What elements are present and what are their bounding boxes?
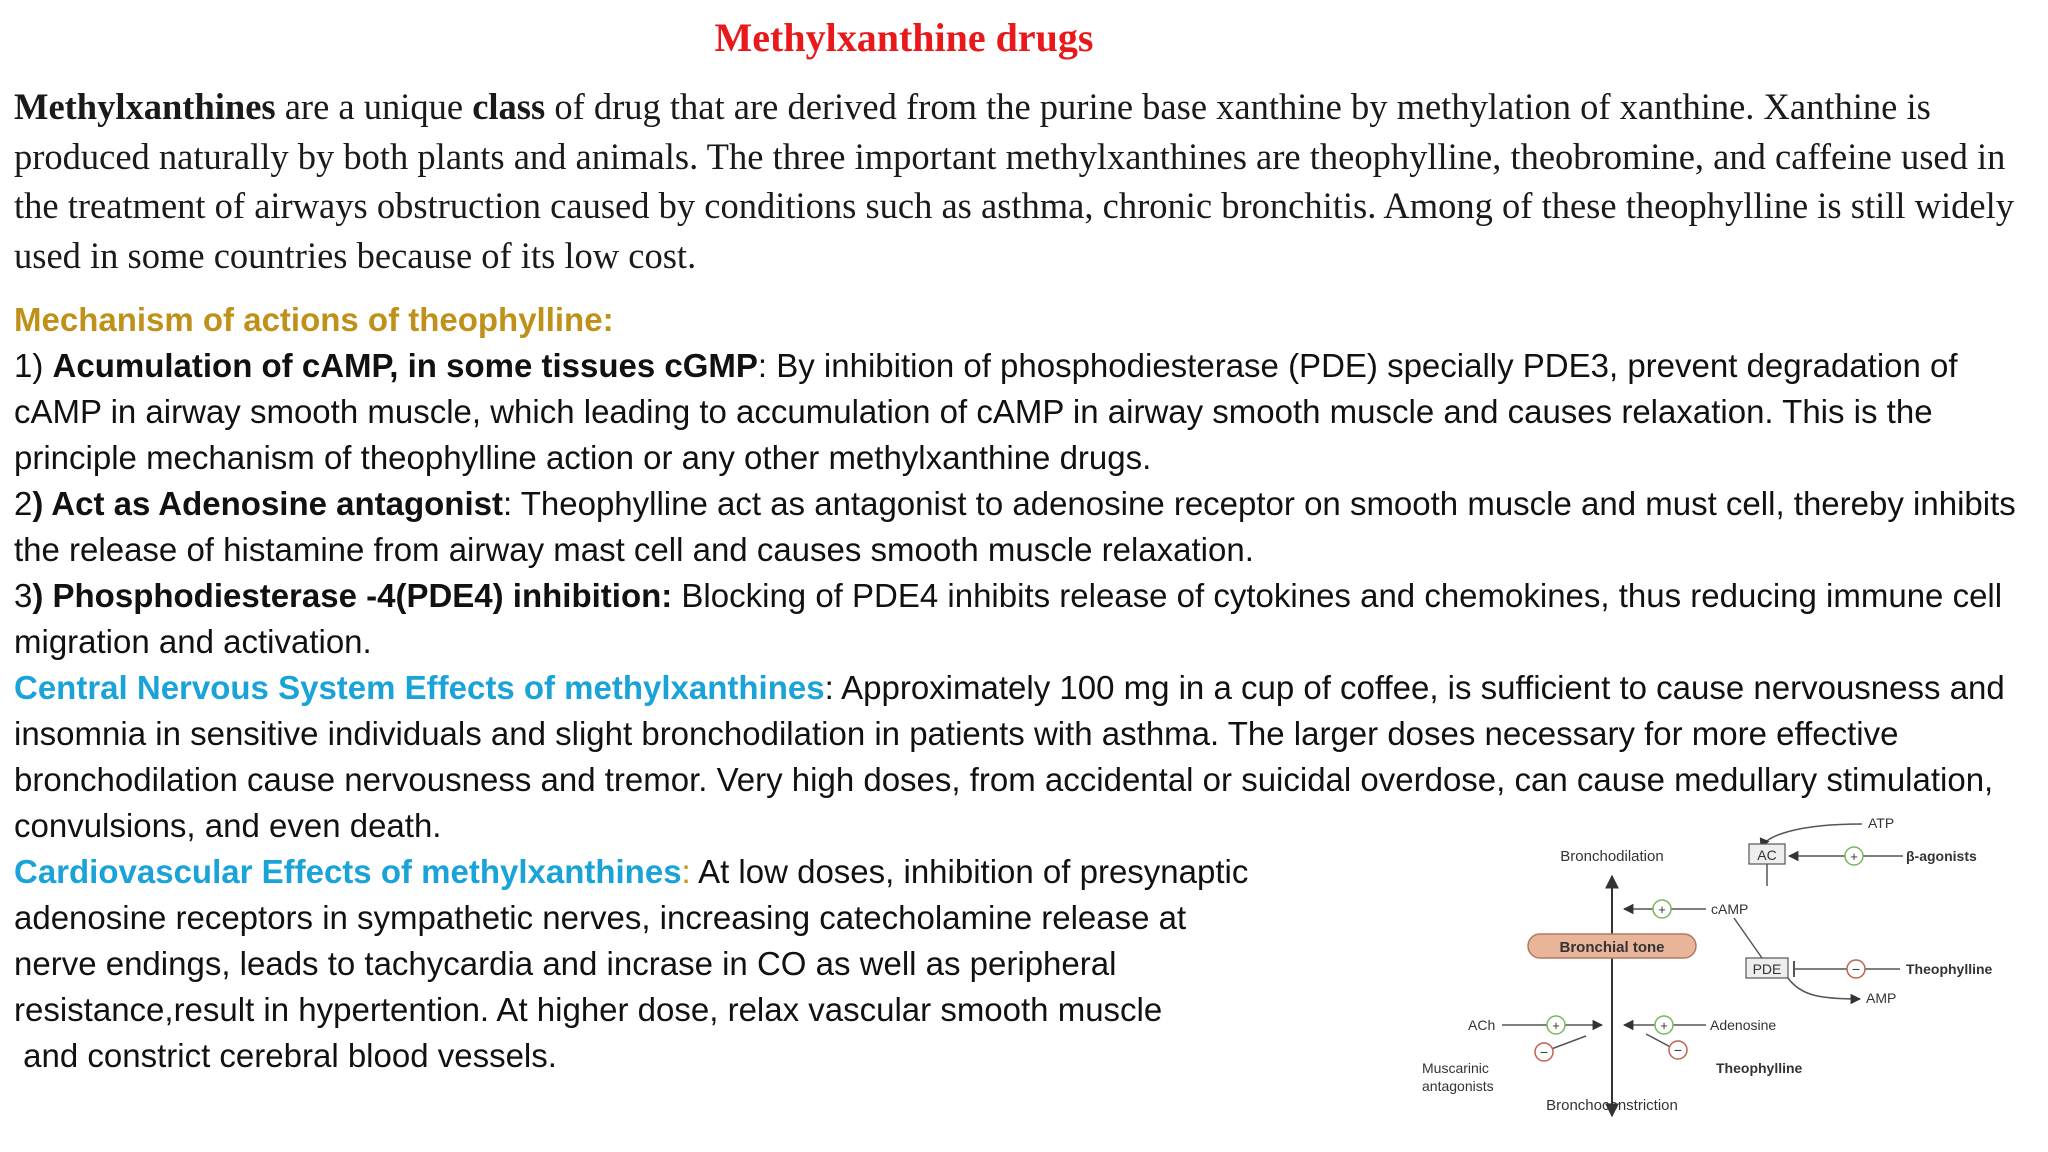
item-2-text: : Theophylline act as antagonist to adenosine receptor on smooth muscle and must cell, thereby inhibits the release of histamine from airway mast cell and causes smooth muscle relaxation. [14, 485, 2016, 568]
item-2-number: 2 [14, 485, 33, 522]
mechanism-heading: Mechanism of actions of theophylline: [14, 301, 614, 338]
muscarinic-minus-sign: − [1539, 1044, 1549, 1060]
cardio-line-5: and constrict cerebral blood vessels. [14, 1037, 557, 1074]
label-bronchial-tone: Bronchial tone [1559, 939, 1665, 956]
beta-plus-sign: + [1850, 849, 1858, 864]
ach-plus-sign: + [1552, 1018, 1560, 1033]
item-3-number: 3 [14, 577, 33, 614]
label-muscarinic-1: Muscarinic [1422, 1060, 1489, 1076]
label-bronchoconstriction: Bronchoconstriction [1546, 1097, 1678, 1114]
camp-plus-sign: + [1658, 902, 1666, 917]
cardio-line-4: resistance,result in hypertention. At higher dose, relax vascular smooth muscle [14, 991, 1163, 1028]
item-3-text: Blocking of PDE4 inhibits release of cytokines and chemokines, thus reducing immune cell migration and activation. [14, 577, 2003, 660]
label-theophylline-lower: Theophylline [1716, 1060, 1803, 1076]
cardio-heading: Cardiovascular Effects of methylxanthines [14, 853, 682, 890]
label-muscarinic-2: antagonists [1422, 1078, 1494, 1094]
intro-text-1: are a unique [275, 86, 473, 127]
cardio-line-2: adenosine receptors in sympathetic nerves, increasing catecholamine release at [14, 899, 1187, 936]
label-camp: cAMP [1711, 901, 1749, 917]
cardio-text-1: At low doses, inhibition of presynaptic [690, 853, 1249, 890]
theo-minus-sign: − [1851, 961, 1861, 977]
label-ac: AC [1757, 847, 1777, 863]
intro-bold-class: class [472, 86, 546, 127]
item-1-title: Acumulation of cAMP, in some tissues cGMP [52, 347, 758, 384]
label-atp: ATP [1868, 815, 1895, 831]
label-amp: AMP [1866, 990, 1897, 1006]
mechanism-item-1 [14, 343, 2038, 481]
label-ach: ACh [1468, 1017, 1496, 1033]
label-beta-agonists: β-agonists [1906, 848, 1977, 864]
pde-amp-arrow [1788, 978, 1860, 999]
mechanism-item-3 [14, 573, 2038, 665]
cardio-line-3: nerve endings, leads to tachycardia and incrase in CO as well as peripheral [14, 945, 1117, 982]
adenosine-plus-sign: + [1660, 1018, 1668, 1033]
mechanism-diagram [1416, 806, 2036, 1118]
item-1-text: : By inhibition of phosphodiesterase (PDE) specially PDE3, prevent degradation of cAMP in airway smooth muscle, which leading to accumulation of cAMP in airway smooth muscle and causes relaxation. This is the principle mechanism of theophylline action or any other methylxanthine drugs. [14, 347, 1958, 476]
item-3-title: ) Phosphodiesterase -4(PDE4) inhibition: [32, 577, 673, 614]
intro-paragraph [14, 82, 2040, 280]
cardio-paragraph [14, 849, 1374, 1079]
cns-text: : Approximately 100 mg in a cup of coffee, is sufficient to cause nervousness and insomnia in sensitive individuals and slight bronchodilation in patients with asthma. The larger doses necessary for more effective bronchodilation cause nervousness and tremor. Very high doses, from accidental or suicidal overdose, can cause medullary stimulation, convulsions, and even death. [14, 669, 2005, 844]
label-theophylline-right: Theophylline [1906, 961, 1993, 977]
item-1-number: 1) [14, 347, 53, 384]
label-pde: PDE [1752, 961, 1782, 977]
item-2-title: ) Act as Adenosine antagonist [32, 485, 503, 522]
camp-pde-line [1734, 918, 1762, 958]
intro-bold-term: Methylxanthines [14, 86, 276, 127]
cardio-colon: : [681, 853, 691, 890]
mechanism-item-2 [14, 481, 2038, 573]
page-title: Methylxanthine drugs [714, 15, 1094, 60]
cns-heading: Central Nervous System Effects of methylxanthines [14, 669, 825, 706]
mechanism-section [14, 297, 2038, 849]
label-adenosine: Adenosine [1710, 1017, 1777, 1033]
intro-text-2: of drug that are derived from the purine base xanthine by methylation of xanthine. Xanthine is produced naturally by both plants and animals. The three important methylxanthines are theophylline, theobromine, and caffeine used in the treatment of airways obstruction caused by conditions such as asthma, chronic bronchitis. Among of these theophylline is still widely used in some countries because of its low cost. [14, 86, 2014, 276]
label-bronchodilation: Bronchodilation [1560, 848, 1664, 865]
cardio-line-1 [14, 849, 1374, 895]
theo-adenosine-minus-sign: − [1673, 1042, 1683, 1058]
